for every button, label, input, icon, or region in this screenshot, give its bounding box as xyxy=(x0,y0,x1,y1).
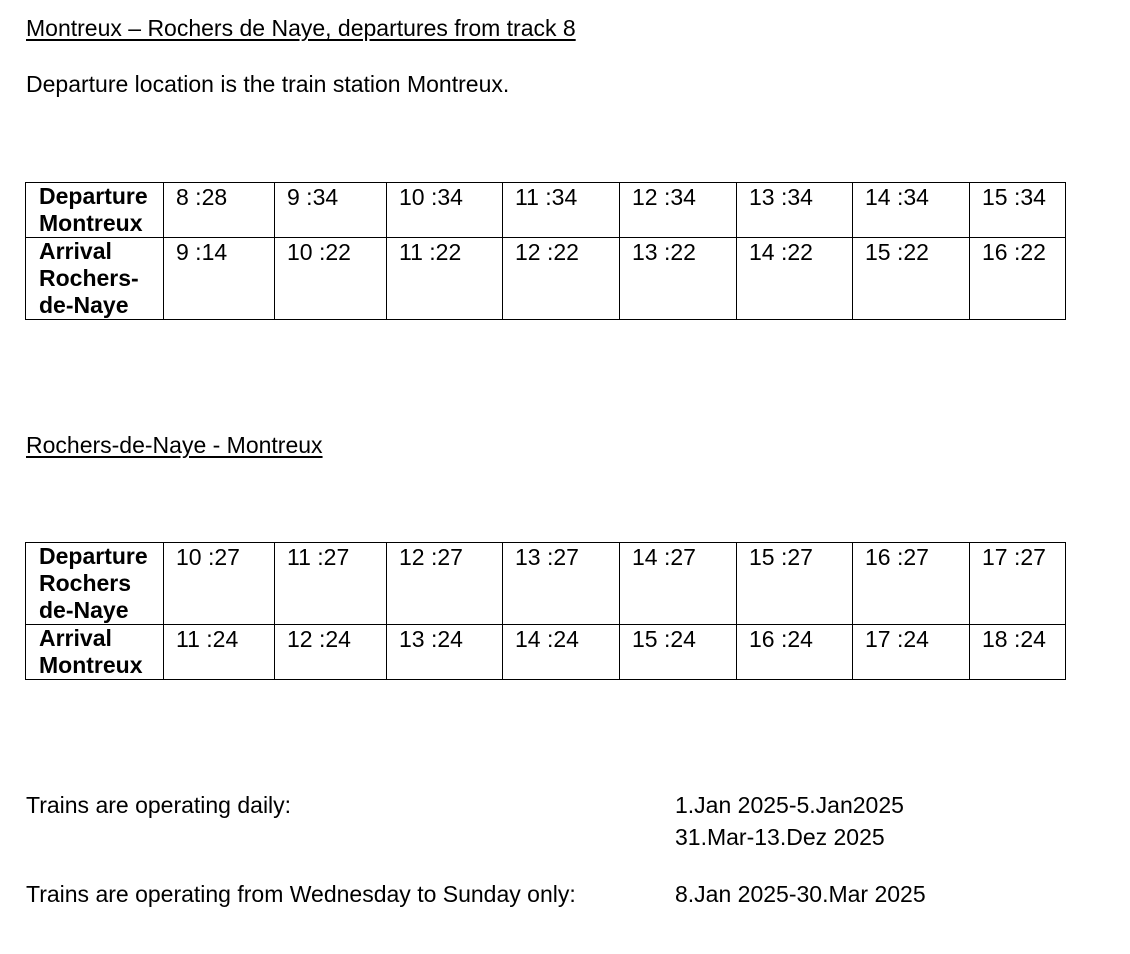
row-label-line: Montreux xyxy=(39,652,143,678)
time-cell: 17 :24 xyxy=(853,625,970,680)
time-cell: 15 :34 xyxy=(970,183,1066,238)
time-cell: 9 :34 xyxy=(275,183,387,238)
table-row xyxy=(26,543,1066,625)
row-label-line: de-Naye xyxy=(39,597,129,623)
time-cell: 16 :22 xyxy=(970,238,1066,320)
row-label-line: Arrival xyxy=(39,238,112,264)
row-label-line: Montreux xyxy=(39,210,143,236)
time-cell: 9 :14 xyxy=(164,238,275,320)
time-cell: 11 :27 xyxy=(275,543,387,625)
row-label xyxy=(26,543,164,625)
time-cell: 13 :22 xyxy=(620,238,737,320)
timetable-rochers-to-montreux xyxy=(25,542,1066,680)
time-cell: 14 :27 xyxy=(620,543,737,625)
row-label-line: Departure xyxy=(39,183,148,209)
time-cell: 18 :24 xyxy=(970,625,1066,680)
time-cell: 13 :27 xyxy=(503,543,620,625)
time-cell: 16 :27 xyxy=(853,543,970,625)
operating-wed-sun-date: 8.Jan 2025-30.Mar 2025 xyxy=(675,881,926,907)
time-cell: 12 :24 xyxy=(275,625,387,680)
time-cell: 15 :22 xyxy=(853,238,970,320)
time-cell: 17 :27 xyxy=(970,543,1066,625)
row-label-line: de-Naye xyxy=(39,292,129,318)
row-label-line: Rochers- xyxy=(39,265,139,291)
time-cell: 12 :34 xyxy=(620,183,737,238)
row-label xyxy=(26,183,164,238)
operating-daily-date: 31.Mar-13.Dez 2025 xyxy=(675,824,885,850)
row-label xyxy=(26,238,164,320)
section1-subtitle: Departure location is the train station Montreux. xyxy=(26,71,510,97)
time-cell: 15 :27 xyxy=(737,543,853,625)
table-row xyxy=(26,625,1066,680)
time-cell: 15 :24 xyxy=(620,625,737,680)
operating-daily-label: Trains are operating daily: xyxy=(26,792,292,818)
time-cell: 14 :22 xyxy=(737,238,853,320)
row-label-line: Departure xyxy=(39,543,148,569)
operating-wed-sun-label: Trains are operating from Wednesday to Sunday only: xyxy=(26,881,576,907)
row-label xyxy=(26,625,164,680)
operating-daily-date: 1.Jan 2025-5.Jan2025 xyxy=(675,792,904,818)
time-cell: 12 :27 xyxy=(387,543,503,625)
section1-title: Montreux – Rochers de Naye, departures from track 8 xyxy=(26,15,576,41)
table-row xyxy=(26,238,1066,320)
row-label-line: Arrival xyxy=(39,625,112,651)
time-cell: 13 :24 xyxy=(387,625,503,680)
time-cell: 10 :34 xyxy=(387,183,503,238)
time-cell: 10 :22 xyxy=(275,238,387,320)
timetable-montreux-to-rochers xyxy=(25,182,1066,320)
time-cell: 16 :24 xyxy=(737,625,853,680)
time-cell: 12 :22 xyxy=(503,238,620,320)
time-cell: 11 :22 xyxy=(387,238,503,320)
time-cell: 8 :28 xyxy=(164,183,275,238)
time-cell: 13 :34 xyxy=(737,183,853,238)
section2-title: Rochers-de-Naye - Montreux xyxy=(26,432,323,458)
time-cell: 14 :34 xyxy=(853,183,970,238)
time-cell: 11 :24 xyxy=(164,625,275,680)
time-cell: 10 :27 xyxy=(164,543,275,625)
row-label-line: Rochers xyxy=(39,570,132,596)
time-cell: 14 :24 xyxy=(503,625,620,680)
time-cell: 11 :34 xyxy=(503,183,620,238)
table-row xyxy=(26,183,1066,238)
